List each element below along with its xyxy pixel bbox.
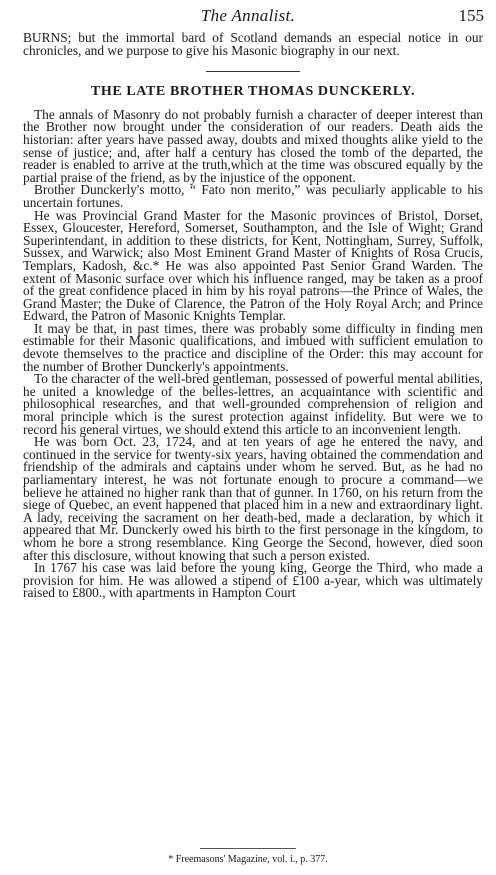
article-paragraph-6: He was born Oct. 23, 1724, and at ten years of age he entered the navy, and continued in the service for twenty-six years, having obtained the commendation and friendship of the admirals and captains under whom he served. But, as he had no parliamentary interest, he was not fortunate enough to procure a command—we believe he attained no higher rank than that of gunner. In 1760, on his return from the siege of Quebec, an event happened that placed him in a new and extraordinary light. A lady, receiving the sacrament on her death-bed, made a declaration, by which it appeared that Mr. Dunckerly owed his birth to the first personage in the kingdom, to whom he bore a strong resemblance. King George the Second, however, died soon after this disclosure, without knowing that such a person existed. [23, 434, 483, 563]
article-paragraph-4: It may be that, in past times, there was probably some difficulty in finding men estimable for their Masonic qualifications, and imbued with sufficient emulation to devote themselves to the practice and discipline of the Order: this may account for the number of Brother Dunckerly's appointments. [23, 320, 483, 374]
article-title: THE LATE BROTHER THOMAS DUNCKERLY. [90, 84, 416, 100]
article-paragraph-3: He was Provincial Grand Master for the Masonic provinces of Bristol, Dorset, Essex, Gloucester, Hereford, Somerset, Southampton, and the Isle of Wight; Grand Superintendant, in addition to these districts, for Kent, Nottingham, Surrey, Suffolk, Sussex, and Warwick; also Most Eminent Grand Master of Knights of Rosa Crucis, Templars, Kadosh, &c.* He was also appointed Past Senior Grand Warden. The extent of Masonic surface over which his influence ranged, may be taken as a proof of the great confidence placed in him by his royal patrons—the Prince of Wales, the Grand Master; the Duke of Clarence, the Patron of the Holy Royal Arch; and Prince Edward, the Patron of Masonic Knights Templar. [23, 207, 483, 324]
article-paragraph-2: Brother Dunckerly's motto, “ Fato non merito,” was peculiarly applicable to his uncertain fortunes. [23, 182, 483, 210]
running-title: The Annalist. [200, 6, 296, 25]
footnote-rule [200, 848, 296, 849]
article-paragraph-1: The annals of Masonry do not probably furnish a character of deeper interest than the Brother now brought under the consideration of our readers. Death aids the historian: after years have passed away, doubts and mixed thoughts alike yield to the sense of justice; and, after half a century has closed the tomb of the departed, the reader is enabled to arrive at the truth,which at the time was obscured equally by the partial praise of the friend, as by the injustice of the opponent. [23, 106, 483, 185]
article-paragraph-7: In 1767 his case was laid before the young king, George the Third, who made a provision for him. He was allowed a stipend of £100 a-year, which was ultimately raised to £800., with apartments in Hampton Court [23, 560, 483, 601]
intro-paragraph: BURNS; but the immortal bard of Scotland demands an especial notice in our chronicles, and we purpose to give his Masonic biography in our next. [23, 30, 483, 58]
body-text [23, 32, 483, 600]
footnote: * Freemasons' Magazine, vol. i., p. 377. [168, 854, 328, 865]
section-divider [206, 71, 300, 72]
running-head [0, 6, 496, 26]
article-paragraph-5: To the character of the well-bred gentleman, possessed of powerful mental abilities, he united a knowledge of the belles-lettres, an acquaintance with scientific and philosophical researches, and that well-grounded comprehension of religion and moral principle which is the surest protection against infidelity. But were we to record his general virtues, we should extend this article to an inconvenient length. [23, 371, 483, 437]
page-number: 155 [458, 6, 484, 25]
